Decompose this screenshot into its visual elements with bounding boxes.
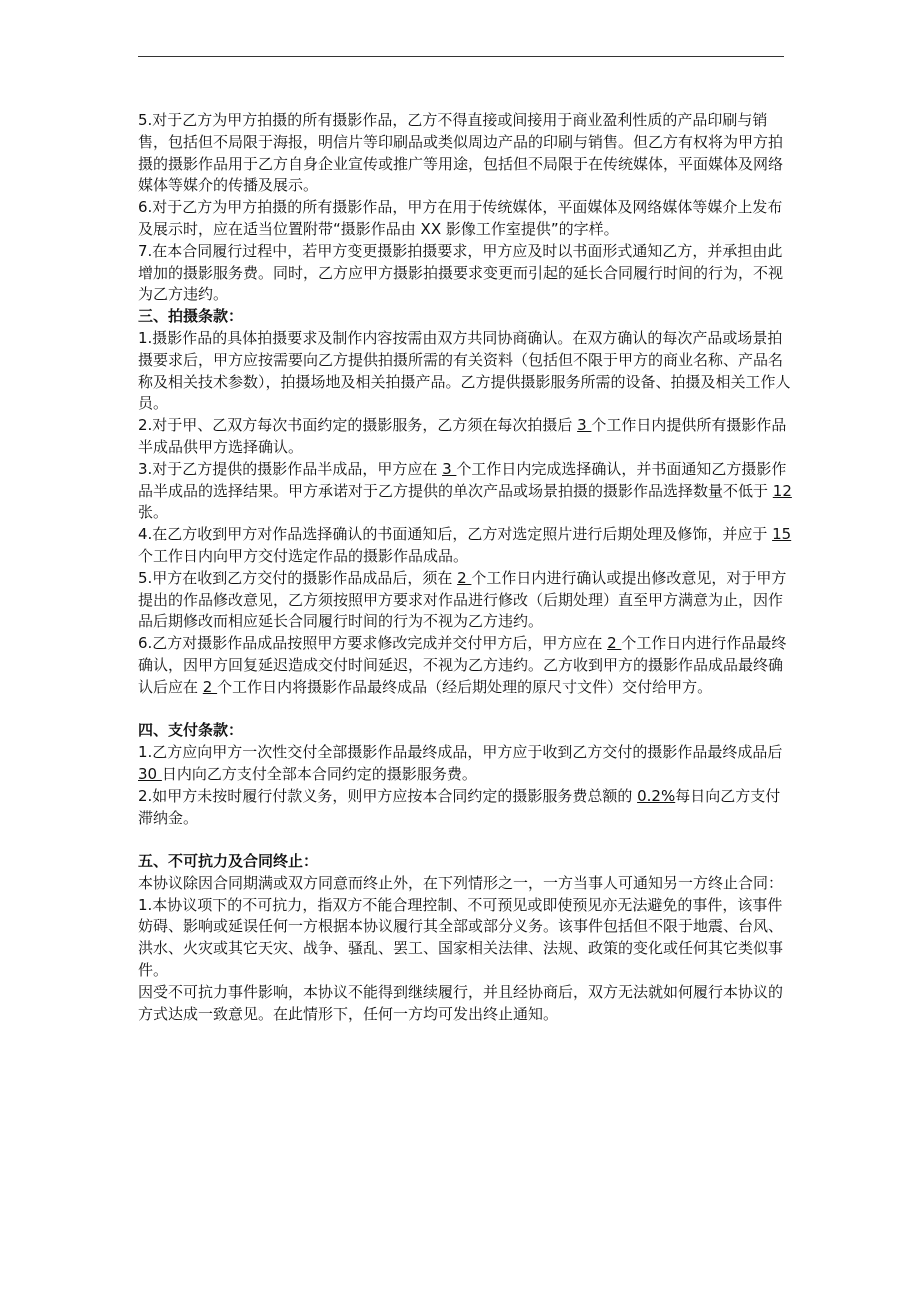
section-5-heading: 五、不可抗力及合同终止： bbox=[138, 852, 319, 871]
clause-text: 1.乙方应向甲方一次性交付全部摄影作品最终成品，甲方应于收到乙方交付的摄影作品最终成品后 bbox=[138, 743, 783, 762]
filled-blank-days: 2 bbox=[457, 568, 472, 587]
clause-text: 5.对于乙方为甲方拍摄的所有摄影作品，乙方不得直接或间接用于商业盈利性质的产品印刷与销售，包括但不局限于海报，明信片等印刷品或类似周边产品的印刷与销售。但乙方有权将为甲方拍摄的摄影作品用于乙方自身企业宣传或推广等用途，包括但不局限于在传统媒体，平面媒体及网络媒体等媒介的传播及展示。 bbox=[138, 111, 784, 195]
filled-blank-days: 2 bbox=[202, 677, 218, 696]
clause-3-3 bbox=[138, 459, 792, 524]
clause-text: 2.如甲方未按时履行付款义务，则甲方应按本合同约定的摄影服务费总额的 bbox=[138, 786, 638, 805]
clause-5-intro bbox=[138, 873, 792, 895]
clause-3-4 bbox=[138, 524, 792, 568]
clause-3-1 bbox=[138, 328, 792, 415]
clause-text: 5.甲方在收到乙方交付的摄影作品成品后，须在 bbox=[138, 568, 458, 587]
clause-text: 个工作日内进行作品最终确认，因甲方回复延迟造成交付时间延迟，不视为乙方违约。乙方收到甲方的摄影作品成品最终确认后应在 bbox=[138, 634, 787, 696]
clause-text: 个工作日内向甲方交付选定作品的摄影作品成品。 bbox=[138, 546, 469, 565]
document-body bbox=[138, 110, 792, 1025]
clause-5-2 bbox=[138, 982, 792, 1026]
clause-text: 6.乙方对摄影作品成品按照甲方要求修改完成并交付甲方后，甲方应在 bbox=[138, 634, 608, 653]
clause-text: 1.本协议项下的不可抗力，指双方不能合理控制、不可预见或即使预见亦无法避免的事件，该事件妨碍、影响或延误任何一方根据本协议履行其全部或部分义务。该事件包括但不限于地震、台风、洪水、火灾或其它天灾、战争、骚乱、罢工、国家相关法律、法规、政策的变化或任何其它类似事件。 bbox=[138, 895, 784, 980]
paragraph-gap bbox=[138, 699, 792, 721]
clause-text: 4.在乙方收到甲方对作品选择确认的书面通知后，乙方对选定照片进行后期处理及修饰，并应于 bbox=[138, 525, 773, 544]
clause-5-1 bbox=[138, 895, 792, 982]
clause-text: 个工作日内完成选择确认，并书面通知乙方摄影作品半成品的选择结果。甲方承诺对于乙方提供的单次产品或场景拍摄的摄影作品选择数量不低于 bbox=[138, 459, 787, 500]
clause-text: 个工作日内提供所有摄影作品半成品供甲方选择确认。 bbox=[138, 416, 787, 456]
clause-text: 1.摄影作品的具体拍摄要求及制作内容按需由双方共同协商确认。在双方确认的每次产品或场景拍摄要求后，甲方应按需要向乙方提供拍摄所需的有关资料（包括但不限于甲方的商业名称、产品名称及相关技术参数），拍摄场地及相关拍摄产品。乙方提供摄影服务所需的设备、拍摄及相关工作人员。 bbox=[138, 328, 791, 413]
filled-blank-days: 2 bbox=[607, 634, 622, 653]
section-3-heading: 三、拍摄条款： bbox=[138, 307, 244, 326]
clause-2-5 bbox=[138, 110, 792, 197]
section-5-items bbox=[138, 873, 792, 1026]
clause-text: 每日向乙方支付滞纳金。 bbox=[138, 786, 781, 827]
filled-blank-rate: 0.2% bbox=[637, 786, 676, 805]
clause-4-2 bbox=[138, 786, 792, 830]
clause-3-6 bbox=[138, 633, 792, 698]
filled-blank-days: 30 bbox=[138, 764, 162, 783]
clause-text: 个工作日内将摄影作品最终成品（经后期处理的原尺寸文件）交付给甲方。 bbox=[217, 677, 713, 696]
clause-text: 3.对于乙方提供的摄影作品半成品，甲方应在 bbox=[138, 459, 443, 478]
clause-text: 7.在本合同履行过程中，若甲方变更摄影拍摄要求，甲方应及时以书面形式通知乙方，并承担由此增加的摄影服务费。同时，乙方应甲方摄影拍摄要求变更而引起的延长合同履行时间的行为，不视为乙方违约。 bbox=[138, 241, 784, 304]
filled-blank-count: 12 bbox=[772, 481, 792, 500]
filled-blank-days: 15 bbox=[772, 525, 792, 544]
filled-blank-days: 3 bbox=[442, 459, 457, 478]
clause-3-5 bbox=[138, 568, 792, 633]
clause-text: 个工作日内进行确认或提出修改意见，对于甲方提出的作品修改意见，乙方须按照甲方要求对作品进行修改（后期处理）直至甲方满意为止，因作品后期修改而相应延长合同履行时间的行为不视为乙方违约。 bbox=[138, 568, 787, 631]
clause-text: 日内向乙方支付全部本合同约定的摄影服务费。 bbox=[161, 764, 477, 783]
clause-text: 本协议除因合同期满或双方同意而终止外，在下列情形之一，一方当事人可通知另一方终止合同： bbox=[138, 873, 784, 892]
clause-3-2 bbox=[138, 415, 792, 459]
filled-blank-days: 3 bbox=[577, 416, 592, 435]
section-4-items bbox=[138, 742, 792, 829]
clause-text: 6.对于乙方为甲方拍摄的所有摄影作品，甲方在用于传统媒体，平面媒体及网络媒体等媒介上发布及展示时，应在适当位置附带“摄影作品由 XX 影像工作室提供”的字样。 bbox=[138, 198, 783, 238]
paragraph-gap bbox=[138, 829, 792, 851]
section-3-items bbox=[138, 328, 792, 699]
header-rule bbox=[138, 56, 784, 57]
clause-4-1 bbox=[138, 742, 792, 786]
clause-text: 因受不可抗力事件影响，本协议不能得到继续履行，并且经协商后，双方无法就如何履行本协议的方式达成一致意见。在此情形下，任何一方均可发出终止通知。 bbox=[138, 982, 784, 1023]
section-2-items bbox=[138, 110, 792, 306]
clause-text: 张。 bbox=[138, 503, 169, 522]
section-4-heading: 四、支付条款： bbox=[138, 721, 244, 740]
clause-2-6 bbox=[138, 197, 792, 241]
clause-text: 2.对于甲、乙双方每次书面约定的摄影服务，乙方须在每次拍摄后 bbox=[138, 416, 578, 435]
clause-2-7 bbox=[138, 241, 792, 306]
